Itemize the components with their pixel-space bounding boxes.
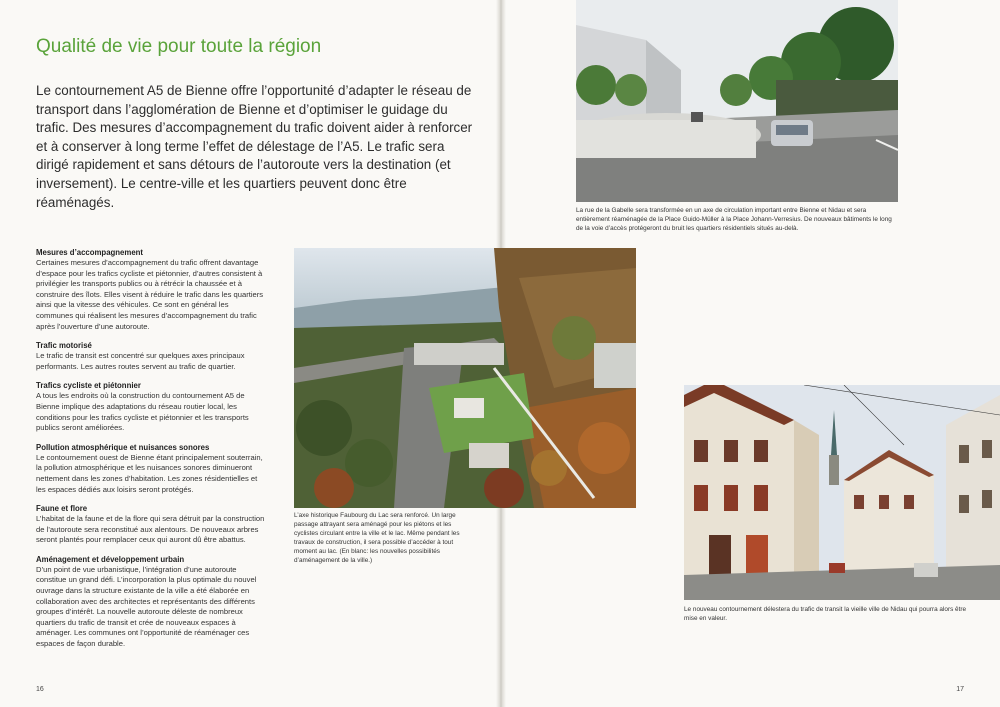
section-heading: Pollution atmosphérique et nuisances sonores bbox=[36, 442, 210, 452]
text-sections bbox=[36, 248, 266, 659]
section-text: Le contournement ouest de Bienne étant principalement souterrain, la pollution atmosphérique et les nuisances sonores diminueront nettement dans les zones d’habitation. Les zones résidentielles et les espaces dédiés aux loisirs seront protégés. bbox=[36, 452, 263, 494]
aerial-photo bbox=[294, 248, 636, 508]
street-rendering-caption: La rue de la Gabelle sera transformée en un axe de circulation important entre Bienne et Nidau et sera entièrement réaménagée de la Place Guido-Müller à la Place Johann-Verresius. De nouveaux bâtiments le long de la voie d’accès protégeront du bruit les quartiers résidentiels situés au-delà. bbox=[576, 207, 892, 232]
page-number-right: 17 bbox=[956, 686, 964, 693]
section-amenagement bbox=[36, 555, 266, 650]
section-trafic-motorise bbox=[36, 341, 266, 372]
section-pollution bbox=[36, 443, 266, 495]
section-heading: Trafics cycliste et piétonnier bbox=[36, 381, 141, 391]
old-town-photo bbox=[684, 385, 1000, 600]
section-text: L’habitat de la faune et de la flore qui sera détruit par la construction de l’autoroute sera reconstitué aux alentours. De nouveaux arbres seront plantés pour remplacer ceux qui auront dû être abattus. bbox=[36, 514, 265, 545]
section-heading: Aménagement et développement urbain bbox=[36, 554, 185, 564]
aerial-caption: L’axe historique Faubourg du Lac sera renforcé. Un large passage attrayant sera aménagé pour les piétons et les cyclistes circulant entre la ville et le lac. Même pendant les travaux de construction, il sera possible d’accéder à tout moment au lac. (En blanc: les nouvelles possibilités d’aménagement de la ville.) bbox=[294, 512, 460, 564]
page-title: Qualité de vie pour toute la région bbox=[36, 36, 322, 57]
section-text: Certaines mesures d’accompagnement du trafic offrent davantage d’espace pour les trafics cycliste et piétonnier, d’autres consistent à privilégier les transports publics ou à rétrécir la chaussée et à construire des îlots. Elles visent à réduire le trafic dans les quartiers ainsi que la vitesse des véhicules. Ce sont en général les communes qui réalisent les mesures d’accompagnement du trafic après l’ouverture d’une autoroute. bbox=[36, 258, 264, 331]
section-heading: Faune et flore bbox=[36, 504, 88, 514]
section-heading: Mesures d’accompagnement bbox=[36, 248, 144, 257]
page-number-left: 16 bbox=[36, 686, 44, 693]
section-accompagnement bbox=[36, 248, 266, 332]
section-heading: Trafic motorisé bbox=[36, 341, 92, 351]
section-text: D’un point de vue urbanistique, l’intégration d’une autoroute constitue un grand défi. L’incorporation la plus optimale du nouvel ouvrage dans la structure existante de la ville a été élaborée en collaboration avec des architectes et représentants des différents groupes d’intérêt. La nouvelle autoroute déleste de nombreux quartiers du trafic de transit et crée de nouveaux espaces à aménager. Les communes ont l’opportunité de réaménager ces espaces de façon durable. bbox=[36, 564, 257, 649]
section-cycliste-pietonnier bbox=[36, 381, 266, 433]
section-faune-flore bbox=[36, 504, 266, 546]
section-text: A tous les endroits où la construction du contournement A5 de Bienne implique des adaptations du réseau routier local, les conditions pour les trafics cycliste et piétonnier et les transports publics seront améliorées. bbox=[36, 391, 249, 433]
old-town-caption: Le nouveau contournement délestera du trafic de transit la vieille ville de Nidau qui pourra alors être mise en valeur. bbox=[684, 606, 967, 622]
section-text: Le trafic de transit est concentré sur quelques axes principaux performants. Les autres routes servent au trafic de quartier. bbox=[36, 351, 245, 371]
intro-paragraph: Le contournement A5 de Bienne offre l’opportunité d’adapter le réseau de transport dans l’agglomération de Bienne et d’optimiser le guidage du trafic. Des mesures d’accompagnement du trafic doivent aider à renforcer et à conserver à long terme l’effet de délestage de l’A5. Le trafic sera dirigé rapidement et sans détours de l’autoroute vers la destination (et inversement). Le centre-ville et les quartiers peuvent donc être réaménagés. bbox=[36, 83, 473, 210]
street-rendering-photo bbox=[576, 0, 898, 202]
